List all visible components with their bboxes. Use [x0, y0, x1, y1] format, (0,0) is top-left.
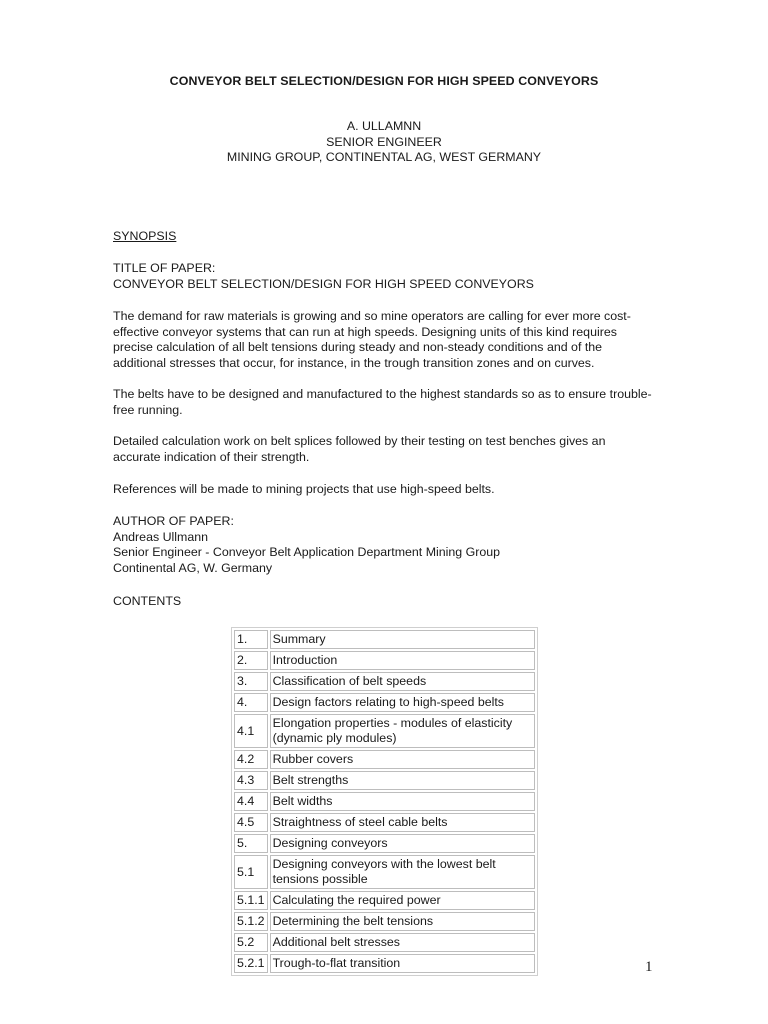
contents-number: 4.5: [234, 813, 268, 832]
title-of-paper-value: CONVEYOR BELT SELECTION/DESIGN FOR HIGH SPEED CONVEYORS: [113, 276, 534, 291]
contents-label: Additional belt stresses: [270, 933, 535, 952]
paragraph-text: References will be made to mining projects that use high-speed belts.: [113, 482, 495, 496]
contents-number: 4.3: [234, 771, 268, 790]
title-of-paper-block: [113, 261, 653, 292]
table-row: [234, 891, 535, 910]
contents-number: 2.: [234, 651, 268, 670]
contents-number: 5.1.1: [234, 891, 268, 910]
contents-number: 5.: [234, 834, 268, 853]
contents-label: Classification of belt speeds: [270, 672, 535, 691]
contents-number: 5.1: [234, 855, 268, 889]
contents-number: 4.2: [234, 750, 268, 769]
contents-number: 4.: [234, 693, 268, 712]
table-row: [234, 933, 535, 952]
table-row: [234, 813, 535, 832]
table-row: [234, 792, 535, 811]
table-row: [234, 630, 535, 649]
contents-label: Design factors relating to high-speed belts: [270, 693, 535, 712]
contents-number: 1.: [234, 630, 268, 649]
author-of-paper-block: [113, 514, 653, 576]
contents-label: Designing conveyors with the lowest belt tensions possible: [270, 855, 535, 889]
author-title: SENIOR ENGINEER: [326, 134, 442, 149]
contents-label: Summary: [270, 630, 535, 649]
document-title: CONVEYOR BELT SELECTION/DESIGN FOR HIGH SPEED CONVEYORS: [169, 74, 599, 88]
table-row: [234, 771, 535, 790]
contents-label: Rubber covers: [270, 750, 535, 769]
synopsis-paragraph: [113, 482, 653, 498]
author-of-paper-company: Continental AG, W. Germany: [113, 560, 273, 575]
table-row: [234, 651, 535, 670]
synopsis-paragraph: [113, 387, 653, 418]
contents-label: Straightness of steel cable belts: [270, 813, 535, 832]
table-row: [234, 912, 535, 931]
table-row: [234, 750, 535, 769]
table-row: [234, 954, 535, 973]
author-affiliation: MINING GROUP, CONTINENTAL AG, WEST GERMANY: [226, 150, 542, 165]
title-of-paper-label: TITLE OF PAPER:: [113, 261, 216, 275]
paragraph-text: The belts have to be designed and manufactured to the highest standards so as to ensure trouble-free running.: [113, 387, 652, 417]
contents-number: 4.4: [234, 792, 268, 811]
synopsis-paragraph: [113, 434, 653, 465]
contents-number: 5.2: [234, 933, 268, 952]
table-row: [234, 714, 535, 748]
synopsis-paragraph: [113, 309, 641, 371]
author-name: A. ULLAMNN: [346, 119, 422, 133]
page-number: 1: [645, 959, 653, 975]
table-row: [234, 672, 535, 691]
contents-number: 3.: [234, 672, 268, 691]
contents-label: Designing conveyors: [270, 834, 535, 853]
contents-number: 5.1.2: [234, 912, 268, 931]
contents-label: Belt strengths: [270, 771, 535, 790]
contents-label: Determining the belt tensions: [270, 912, 535, 931]
synopsis-heading: SYNOPSIS: [113, 229, 177, 243]
table-row: [234, 693, 535, 712]
contents-label: Elongation properties - modules of elasticity (dynamic ply modules): [270, 714, 535, 748]
author-header: [0, 119, 768, 166]
contents-label: Introduction: [270, 651, 535, 670]
paragraph-text: The demand for raw materials is growing and so mine operators are calling for ever more cost-effective conveyor systems that can run at high speeds. Designing units of this kind requires precise calculation of all belt tensions during steady and non-steady conditions and of the additional stresses that occur, for instance, in the trough transition zones and on curves.: [113, 309, 631, 370]
table-row: [234, 834, 535, 853]
contents-label: Calculating the required power: [270, 891, 535, 910]
paragraph-text: Detailed calculation work on belt splices followed by their testing on test benches gives an accurate indication of their strength.: [113, 434, 606, 464]
contents-number: 5.2.1: [234, 954, 268, 973]
contents-table: [231, 627, 538, 976]
author-of-paper-role: Senior Engineer - Conveyor Belt Application Department Mining Group: [113, 545, 501, 560]
contents-number: 4.1: [234, 714, 268, 748]
contents-label: Trough-to-flat transition: [270, 954, 535, 973]
table-row: [234, 855, 535, 889]
author-of-paper-name: Andreas Ullmann: [113, 529, 209, 544]
author-of-paper-label: AUTHOR OF PAPER:: [113, 514, 234, 528]
contents-heading: CONTENTS: [113, 594, 182, 608]
contents-label: Belt widths: [270, 792, 535, 811]
